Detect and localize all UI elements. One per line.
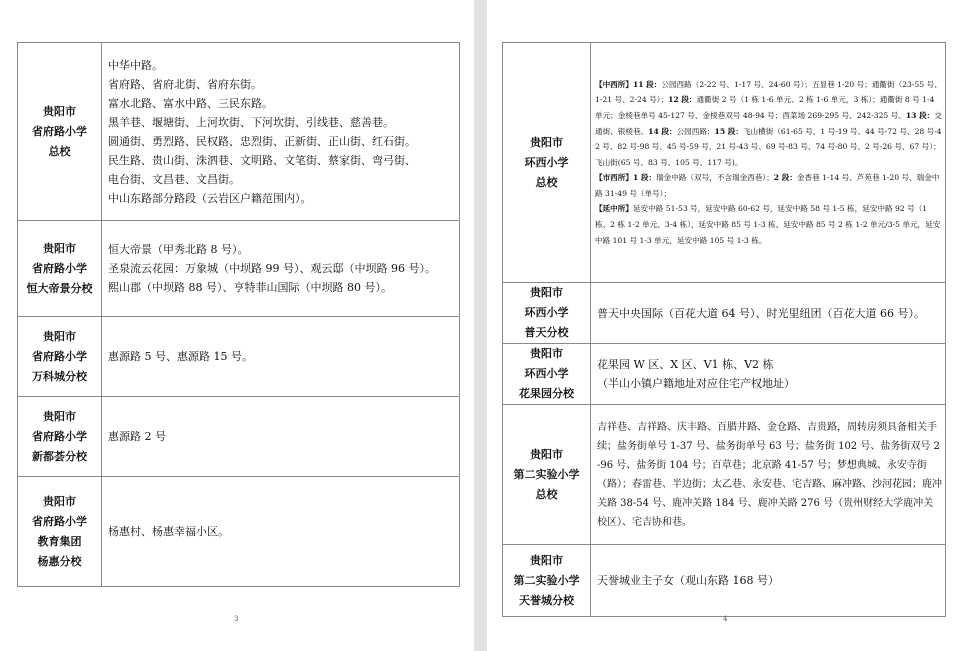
zone-area-cell bbox=[591, 545, 946, 617]
school-name-line: 省府路小学 bbox=[32, 349, 87, 363]
area-line: 圣泉流云花园：万象城（中坝路 99 号）、观云邸（中坝路 96 号）。 bbox=[108, 262, 436, 275]
page-number: 3 bbox=[234, 615, 239, 623]
page-gap bbox=[474, 0, 487, 651]
area-line: 电台街、文昌巷、文昌街。 bbox=[108, 172, 240, 186]
zone-area-cell bbox=[102, 43, 460, 221]
school-name-line: 贵阳市 bbox=[43, 104, 76, 118]
area-line: 杨惠村、杨惠幸福小区。 bbox=[108, 525, 229, 538]
district-section bbox=[595, 170, 943, 201]
school-name-cell bbox=[18, 477, 102, 587]
area-line: 熙山郡（中坝路 88 号）、亨特菲山国际（中坝路 80 号）。 bbox=[108, 281, 392, 294]
segment-text: 金香巷 1-14 号、芦苑巷 1-20 号、瑞金中路 31-49 号（单号）； bbox=[595, 173, 940, 198]
school-name-line: 省府路小学 bbox=[32, 429, 87, 443]
segment-label: 14 段： bbox=[648, 126, 677, 136]
school-name-line: 第二实验小学 bbox=[513, 573, 580, 587]
table-row bbox=[18, 477, 460, 587]
school-name-cell bbox=[18, 221, 102, 317]
school-name-line: 贵阳市 bbox=[530, 135, 563, 149]
school-name-line: 万科城分校 bbox=[32, 369, 87, 383]
district-section bbox=[595, 77, 943, 171]
school-name-line: 总校 bbox=[48, 144, 71, 158]
area-paragraph: 吉祥巷、吉祥路、庆丰路、百腊井路、金仓路、吉贵路，周转房须具备相关手续；盐务街单号 1-37 号、盐务街单号 63 号；盐务街 102 号、盐务街双号 2-96 号、盐务街 104 号；百草巷；北京路 41-57 号；梦想典城、永安寺街（路）；春雷巷、半边街；太乙巷、永安巷、宅吉路、麻冲路、沙河花园；鹿冲关路 38-54 号、鹿冲关路 184 号、鹿冲关路 276 号（贵州财经大学鹿冲关校区）、宅吉协和巷。 bbox=[597, 421, 942, 528]
segment-label: 11 段： bbox=[632, 79, 662, 89]
segment-text: 交通街、银棱巷。 bbox=[595, 110, 942, 136]
area-line: 中华中路。 bbox=[108, 58, 163, 72]
table-row bbox=[503, 344, 946, 405]
segment-label: 12 段： bbox=[668, 95, 697, 105]
school-name-cell bbox=[503, 545, 591, 617]
school-name-cell bbox=[18, 43, 102, 221]
school-name-line: 总校 bbox=[535, 175, 558, 189]
school-name-line: 贵阳市 bbox=[43, 241, 76, 255]
area-line: 黑羊巷、堰塘街、上河坎街、下河坎街、引线巷、慈善巷。 bbox=[108, 115, 394, 129]
table-row bbox=[18, 397, 460, 477]
school-name-line: 省府路小学 bbox=[32, 261, 87, 275]
table-row bbox=[503, 405, 946, 545]
school-name-line: 杨惠分校 bbox=[37, 554, 82, 568]
zone-area-cell bbox=[102, 397, 460, 477]
area-line: 富水北路、富水中路、三民东路。 bbox=[108, 96, 273, 110]
school-name-line: 省府路小学 bbox=[32, 514, 87, 528]
school-name-line: 新都荟分校 bbox=[32, 449, 87, 463]
school-name-cell bbox=[503, 43, 591, 283]
school-name-line: 环西小学 bbox=[524, 155, 569, 169]
area-line: （半山小镇户籍地址对应住宅产权地址） bbox=[597, 377, 795, 390]
section-title: 【延中所】 bbox=[595, 204, 633, 214]
area-line: 惠源路 5 号、惠源路 15 号。 bbox=[108, 350, 253, 363]
zone-area-cell bbox=[102, 221, 460, 317]
zone-area-cell bbox=[591, 43, 946, 283]
zone-area-cell bbox=[591, 405, 946, 545]
district-section bbox=[595, 201, 943, 248]
segment-text: 公园西路； bbox=[676, 126, 715, 136]
school-name-line: 贵阳市 bbox=[530, 447, 563, 461]
school-name-line: 教育集团 bbox=[37, 534, 82, 548]
school-name-line: 环西小学 bbox=[524, 367, 569, 380]
zone-area-cell bbox=[102, 317, 460, 397]
page-number: 4 bbox=[723, 615, 728, 623]
school-name-line: 恒大帝景分校 bbox=[26, 281, 93, 295]
section-title: 【中西所】 bbox=[595, 79, 633, 89]
zoning-table-right bbox=[502, 42, 946, 617]
segment-label: 15 段： bbox=[714, 126, 743, 136]
school-name-cell bbox=[18, 317, 102, 397]
school-name-line: 普天分校 bbox=[524, 326, 569, 339]
area-line: 民生路、贵山街、洙泗巷、文明路、文笔街、蔡家街、弯弓街、 bbox=[108, 153, 416, 167]
area-line: 圆通街、勇烈路、民权路、忠烈街、正新街、正山街、红石街。 bbox=[108, 134, 416, 148]
school-name-cell bbox=[503, 283, 591, 344]
zoning-table-left bbox=[17, 42, 460, 587]
school-name-line: 花果园分校 bbox=[519, 387, 574, 400]
segment-text: 瑞金中路（双号，不含瑞金西巷）； bbox=[656, 173, 774, 183]
school-name-line: 第二实验小学 bbox=[513, 467, 580, 481]
document-page-right bbox=[487, 0, 960, 651]
school-name-line: 贵阳市 bbox=[43, 409, 76, 423]
segment-label: 13 段： bbox=[905, 110, 935, 120]
segment-label: 1 段： bbox=[632, 173, 657, 183]
area-line: 天誉城业主子女（观山东路 168 号） bbox=[597, 574, 779, 587]
school-name-line: 贵阳市 bbox=[530, 286, 563, 299]
school-name-line: 贵阳市 bbox=[43, 494, 76, 508]
school-name-line: 环西小学 bbox=[524, 306, 569, 319]
segment-text: 延安中路 51-53 号，延安中路 60-62 号，延安中路 58 号 1-5 栋，延安中路 92 号（1 栋、2 栋 1-2 单元、3-4 栋），延安中路 85 号 1-3 栋、延安中路 85 号 2 栋 1-2 单元/3-5 单元，延安中路 101 号 1-3 单元，延安中路 105 号 1-3 栋。 bbox=[595, 204, 941, 245]
segment-text: 通衢街 2 号（1 栋 1-6 单元、2 栋 1-6 单元，3 栋）；通衢街 8 号 1-4 单元；金棱巷单号 45-127 号、金棱巷双号 48-94 号；西菜场 269-295 号、242-325 号。 bbox=[595, 95, 935, 120]
school-name-cell bbox=[503, 405, 591, 545]
school-name-line: 总校 bbox=[535, 487, 558, 501]
area-line: 恒大帝景（甲秀北路 8 号）。 bbox=[108, 243, 249, 256]
school-name-line: 天誉城分校 bbox=[519, 593, 574, 607]
table-row bbox=[18, 43, 460, 221]
school-name-line: 贵阳市 bbox=[530, 347, 563, 360]
table-row bbox=[503, 545, 946, 617]
school-name-cell bbox=[503, 344, 591, 405]
zone-area-cell bbox=[102, 477, 460, 587]
school-name-line: 省府路小学 bbox=[32, 124, 87, 138]
school-name-cell bbox=[18, 397, 102, 477]
table-row bbox=[503, 283, 946, 344]
zone-area-cell bbox=[591, 283, 946, 344]
segment-text: 公园西路（2-22 号、1-17 号、24-60 号）；五显巷 1-20 号；通衢街（23-55 号、1-21 号、2-24 号）； bbox=[595, 79, 942, 105]
segment-text: 飞山横街（61-65 号、1 号-19 号、44 号-72 号、28 号-42 号、82 号-98 号、45 号-59 号，21 号-43 号、69 号-83 号、74 号-80 号、2 号-26 号、67 号）；飞山街(65 号、83 号、105 号、117 号)。 bbox=[595, 126, 942, 167]
document-page-left bbox=[0, 0, 474, 651]
area-line: 普天中央国际（百花大道 64 号）、时光里纽团（百花大道 66 号）。 bbox=[597, 306, 925, 320]
table-row bbox=[18, 317, 460, 397]
area-line: 中山东路部分路段（云岩区户籍范围内）。 bbox=[108, 191, 312, 205]
area-line: 惠源路 2 号 bbox=[108, 430, 166, 443]
school-name-line: 贵阳市 bbox=[530, 553, 563, 567]
segment-label: 2 段： bbox=[773, 173, 797, 183]
area-line: 花果园 W 区、X 区、V1 栋、V2 栋 bbox=[597, 358, 774, 371]
zone-area-cell bbox=[591, 344, 946, 405]
school-name-line: 贵阳市 bbox=[43, 329, 76, 343]
area-line: 省府路、省府北街、省府东街。 bbox=[108, 77, 262, 91]
section-title: 【市西所】 bbox=[595, 173, 633, 183]
table-row bbox=[18, 221, 460, 317]
table-row bbox=[503, 43, 946, 283]
